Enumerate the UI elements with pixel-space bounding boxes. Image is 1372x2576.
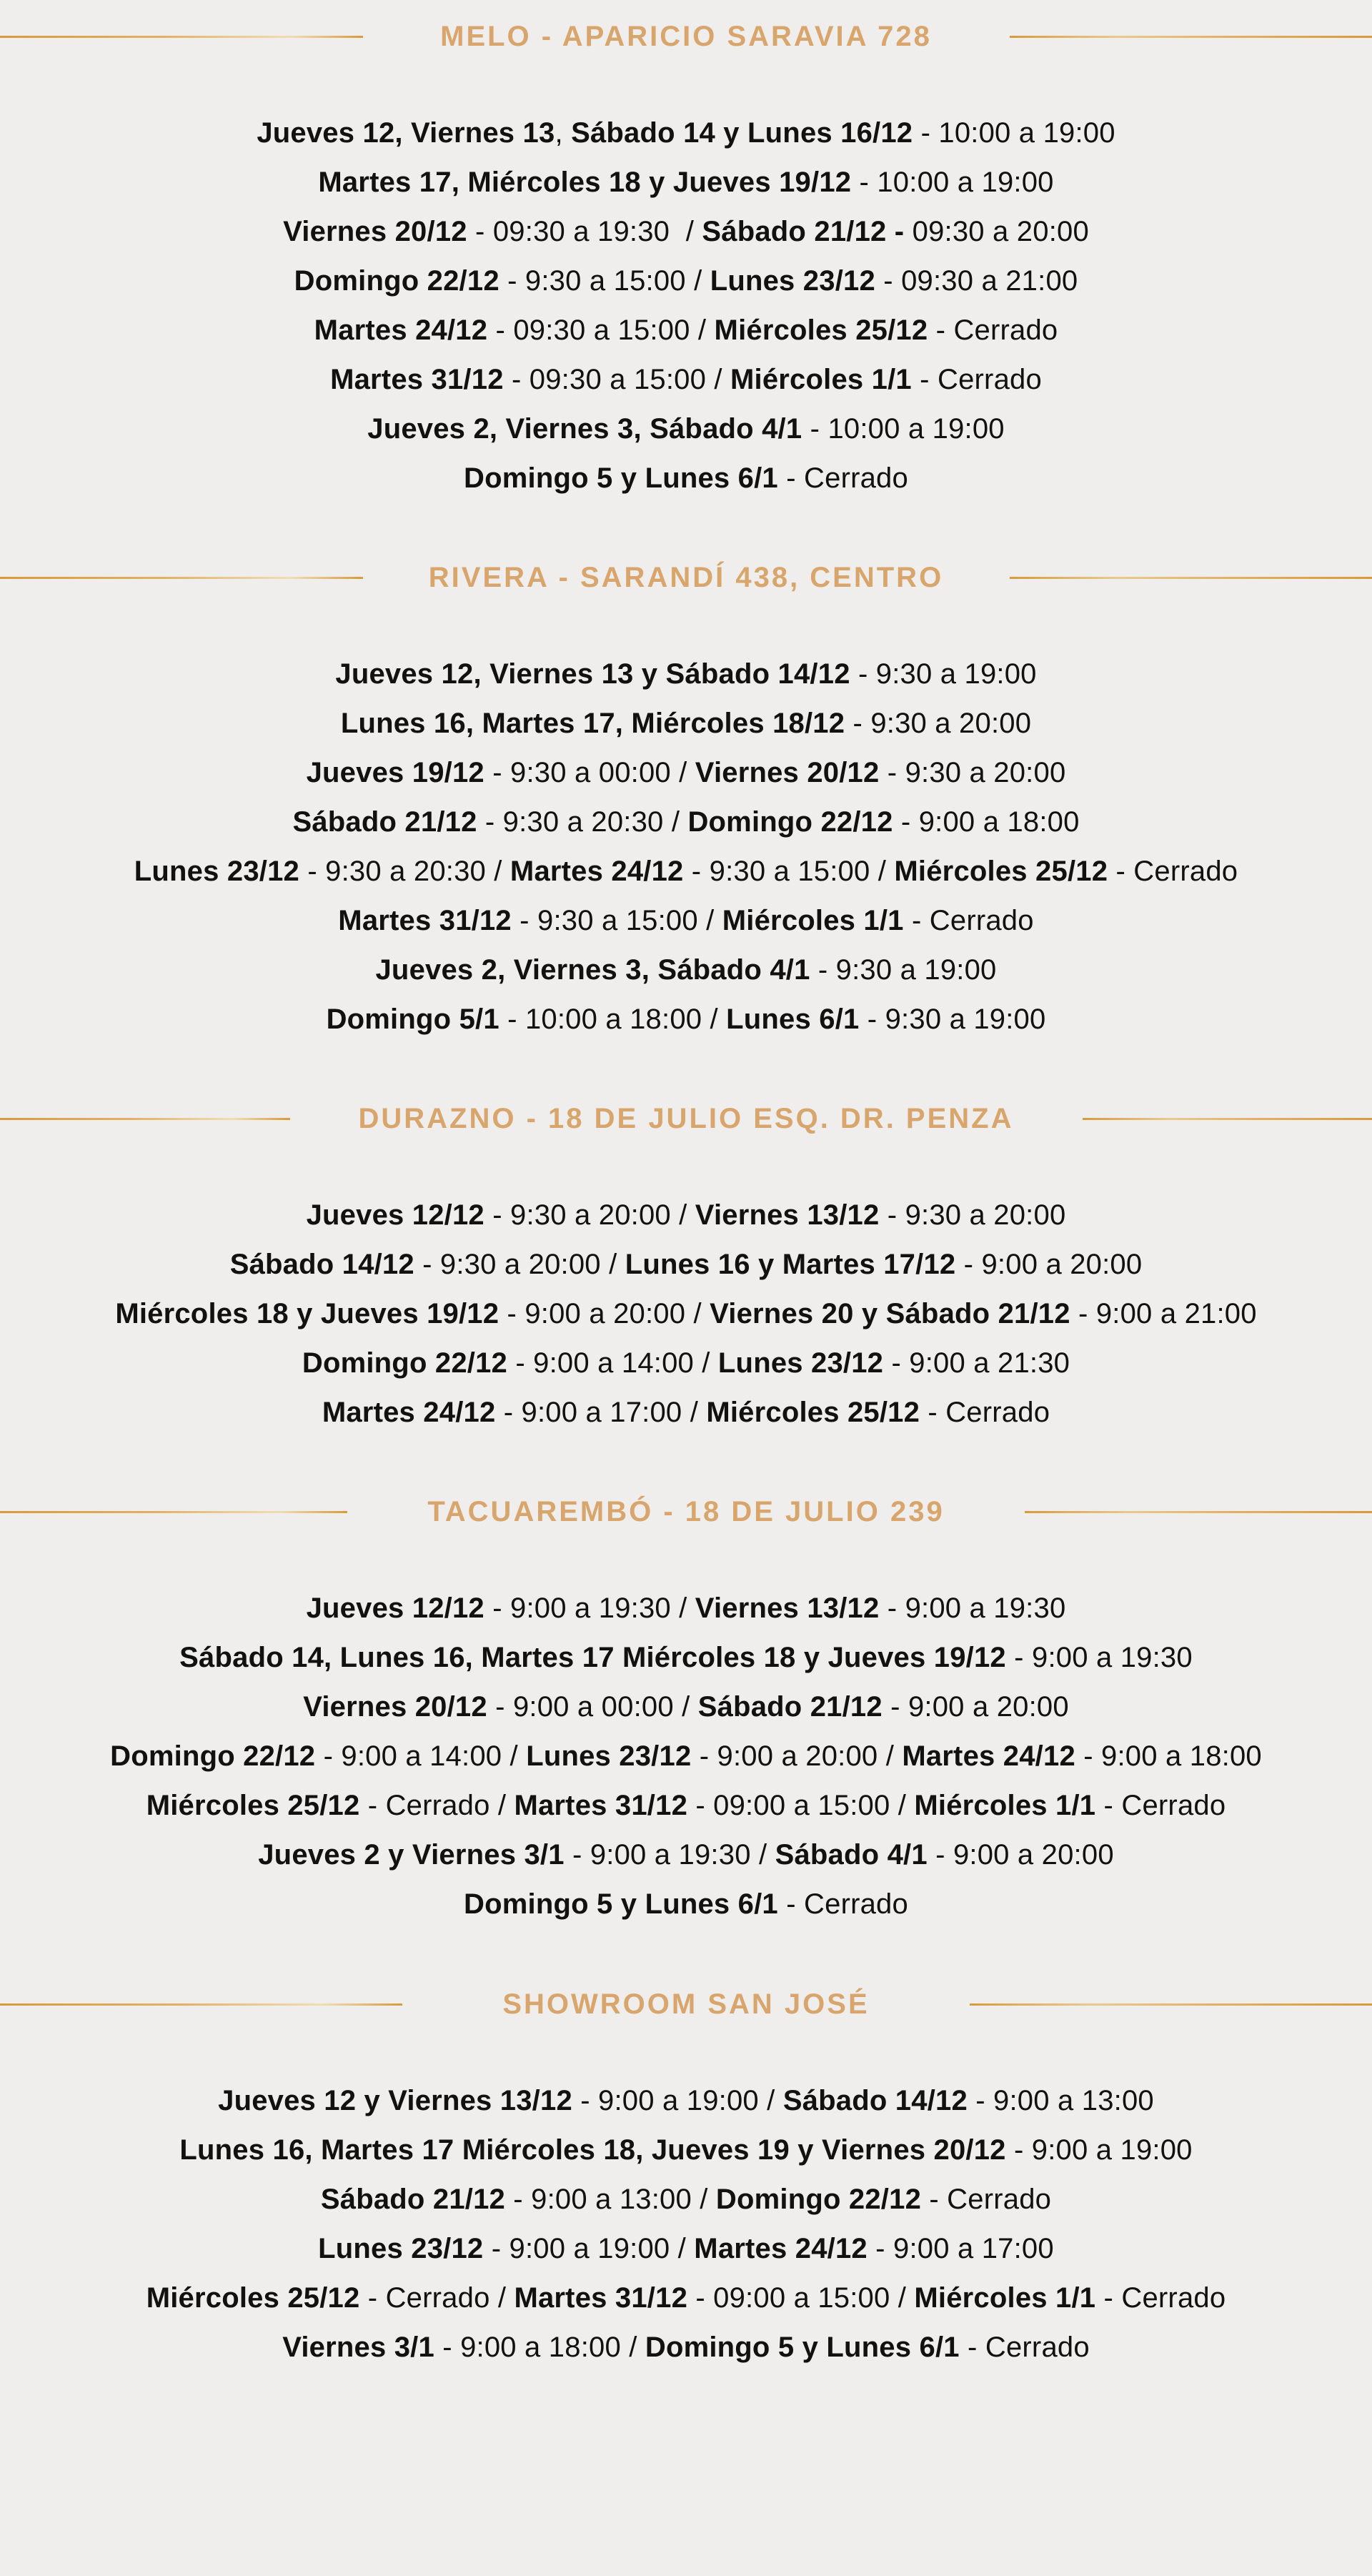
schedule-day-label: Sábado 21/12 bbox=[292, 806, 477, 838]
schedule-day-label: Domingo 22/12 bbox=[294, 265, 499, 297]
schedule-line bbox=[0, 2126, 1372, 2175]
schedule-hours-text: - 9:30 a 19:00 bbox=[810, 954, 997, 986]
schedule-hours-text: 09:30 a 20:00 bbox=[904, 216, 1089, 247]
schedule-line bbox=[0, 355, 1372, 405]
section-header bbox=[0, 11, 1372, 61]
schedule-hours-text: - 9:00 a 19:30 / bbox=[484, 1592, 695, 1624]
schedule-line bbox=[0, 748, 1372, 798]
schedule-day-label: Viernes 20 y Sábado 21/12 bbox=[710, 1298, 1070, 1329]
schedule-day-label: Jueves 12, Viernes 13 bbox=[257, 117, 555, 149]
store-section-durazno bbox=[0, 1094, 1372, 1437]
schedule-line bbox=[0, 1831, 1372, 1880]
schedule-hours-text: - 9:00 a 19:00 / bbox=[483, 2233, 695, 2264]
schedule-day-label: Jueves 2, Viernes 3, Sábado 4/1 bbox=[367, 413, 802, 445]
schedule-hours-text: - 9:30 a 19:00 bbox=[850, 658, 1037, 690]
schedule-day-label: Viernes 20/12 bbox=[283, 216, 467, 247]
schedule-line bbox=[0, 1880, 1372, 1929]
schedule-day-label: Lunes 6/1 bbox=[726, 1004, 860, 1035]
schedule-line bbox=[0, 1781, 1372, 1831]
schedule-hours-text: - 09:30 a 21:00 bbox=[875, 265, 1078, 297]
schedule-day-label: Sábado 4/1 bbox=[775, 1839, 928, 1871]
section-title: TACUAREMBÓ - 18 DE JULIO 239 bbox=[427, 1496, 945, 1527]
schedule-day-label: Lunes 23/12 bbox=[717, 1347, 884, 1379]
schedule-day-label: Viernes 13/12 bbox=[695, 1592, 880, 1624]
schedule-line bbox=[0, 454, 1372, 503]
schedule-hours-text: - 9:30 a 00:00 / bbox=[484, 757, 695, 788]
schedule-hours-text: - 9:00 a 20:00 / bbox=[499, 1298, 710, 1329]
schedule-list bbox=[0, 1584, 1372, 1929]
schedule-hours-text: - Cerrado bbox=[928, 314, 1058, 346]
schedule-day-label: Jueves 12 y Viernes 13/12 bbox=[218, 2085, 572, 2116]
schedule-line bbox=[0, 207, 1372, 257]
schedule-hours-text: - 09:30 a 15:00 / bbox=[503, 364, 730, 395]
schedule-day-label: Sábado 14/12 bbox=[229, 1249, 414, 1280]
schedule-line bbox=[0, 1683, 1372, 1732]
schedule-line bbox=[0, 1191, 1372, 1240]
schedule-line bbox=[0, 1732, 1372, 1781]
schedule-day-label: Viernes 20/12 bbox=[695, 757, 880, 788]
schedule-hours-text: - 9:30 a 20:30 / bbox=[299, 856, 510, 887]
schedule-hours-text: - 9:00 a 13:00 / bbox=[504, 2184, 716, 2215]
schedule-day-label: Domingo 22/12 bbox=[715, 2184, 922, 2215]
schedule-day-label: Domingo 22/12 bbox=[687, 806, 893, 838]
schedule-list bbox=[0, 650, 1372, 1044]
schedule-hours-text: - 9:00 a 17:00 bbox=[867, 2233, 1054, 2264]
schedule-hours-text: - 9:00 a 20:00 bbox=[927, 1839, 1114, 1871]
schedule-hours-text: - Cerrado bbox=[959, 2332, 1090, 2363]
schedule-hours-text: - 9:00 a 18:00 bbox=[1075, 1740, 1262, 1772]
schedule-day-label: Miércoles 18 y Jueves 19/12 bbox=[115, 1298, 499, 1329]
schedule-hours-text: - 9:00 a 19:30 / bbox=[564, 1839, 775, 1871]
schedule-hours-text: - 9:30 a 20:00 / bbox=[414, 1249, 625, 1280]
schedule-hours-text: - 9:00 a 14:00 / bbox=[315, 1740, 527, 1772]
schedule-line bbox=[0, 1289, 1372, 1339]
schedule-hours-text: - Cerrado bbox=[903, 905, 1034, 936]
schedule-day-label: Domingo 22/12 bbox=[110, 1740, 316, 1772]
schedule-line bbox=[0, 995, 1372, 1044]
schedule-day-label: Jueves 2, Viernes 3, Sábado 4/1 bbox=[375, 954, 810, 986]
schedule-day-label: Domingo 5/1 bbox=[326, 1004, 499, 1035]
schedule-line bbox=[0, 1339, 1372, 1388]
schedule-day-label: Martes 24/12 bbox=[902, 1740, 1075, 1772]
schedule-line bbox=[0, 2224, 1372, 2274]
schedule-hours-text: - 9:00 a 19:00 / bbox=[572, 2085, 783, 2116]
schedule-day-label: Lunes 23/12 bbox=[318, 2233, 484, 2264]
schedule-day-label: Martes 31/12 bbox=[338, 905, 512, 936]
schedule-hours-text: - 10:00 a 19:00 bbox=[802, 413, 1005, 445]
schedule-day-label: Lunes 23/12 bbox=[134, 856, 299, 887]
schedule-day-label: Domingo 22/12 bbox=[302, 1347, 507, 1379]
schedule-hours-text: - 9:30 a 20:00 bbox=[879, 757, 1066, 788]
schedule-line bbox=[0, 1240, 1372, 1289]
schedule-hours-text: - Cerrado bbox=[777, 462, 908, 494]
schedule-hours-text: - 9:30 a 20:00 bbox=[845, 708, 1032, 739]
schedule-hours-text: - Cerrado bbox=[921, 2184, 1052, 2215]
schedule-hours-text: - 9:00 a 19:30 bbox=[1005, 1642, 1193, 1673]
schedule-hours-text: - 9:30 a 15:00 / bbox=[683, 856, 895, 887]
schedule-day-label: Sábado 14/12 bbox=[782, 2085, 968, 2116]
schedule-line bbox=[0, 798, 1372, 847]
schedule-day-label: Lunes 23/12 bbox=[710, 265, 875, 297]
section-title: MELO - APARICIO SARAVIA 728 bbox=[440, 21, 932, 52]
schedule-day-label: Sábado 21/12 bbox=[697, 1691, 883, 1723]
schedule-hours-text: - Cerrado / bbox=[359, 1790, 514, 1821]
schedule-day-label: Martes 24/12 bbox=[694, 2233, 868, 2264]
schedule-day-label: Miércoles 1/1 bbox=[730, 364, 912, 395]
schedule-hours-text: - Cerrado bbox=[911, 364, 1042, 395]
section-header bbox=[0, 1979, 1372, 2029]
schedule-day-label: Martes 17, Miércoles 18 y Jueves 19/12 bbox=[318, 167, 852, 198]
schedule-day-label: Sábado 21/12 bbox=[320, 2184, 505, 2215]
schedule-day-label: Miércoles 1/1 bbox=[722, 905, 904, 936]
schedule-hours-text: - 9:30 a 20:00 / bbox=[484, 1199, 695, 1231]
schedule-list bbox=[0, 2076, 1372, 2372]
schedule-hours-text: - 09:30 a 15:00 / bbox=[487, 314, 715, 346]
schedule-hours-text: - 09:30 a 19:30 / bbox=[467, 216, 702, 247]
schedule-day-label: Domingo 5 y Lunes 6/1 bbox=[464, 1888, 778, 1920]
schedule-hours-text: - 9:30 a 15:00 / bbox=[499, 265, 710, 297]
schedule-line bbox=[0, 2323, 1372, 2372]
schedule-day-label: Miércoles 25/12 bbox=[894, 856, 1108, 887]
schedule-day-label: Lunes 23/12 bbox=[526, 1740, 692, 1772]
section-title: DURAZNO - 18 DE JULIO ESQ. DR. PENZA bbox=[358, 1103, 1014, 1134]
schedule-day-label: Martes 24/12 bbox=[322, 1397, 496, 1428]
section-title: SHOWROOM SAN JOSÉ bbox=[502, 1988, 870, 2020]
schedule-day-label: Lunes 16, Martes 17, Miércoles 18/12 bbox=[340, 708, 845, 739]
schedule-hours-text: - 9:30 a 20:00 bbox=[879, 1199, 1066, 1231]
schedule-day-label: Martes 31/12 bbox=[514, 1790, 688, 1821]
schedule-day-label: Lunes 16 y Martes 17/12 bbox=[625, 1249, 956, 1280]
store-section-san-jose bbox=[0, 1979, 1372, 2372]
schedule-line bbox=[0, 2274, 1372, 2323]
schedule-day-label: Sábado 21/12 - bbox=[702, 216, 905, 247]
schedule-hours-text: - 9:00 a 18:00 / bbox=[434, 2332, 645, 2363]
schedule-day-label: Sábado 14 y Lunes 16/12 bbox=[571, 117, 913, 149]
section-header bbox=[0, 1487, 1372, 1537]
schedule-day-label: Viernes 3/1 bbox=[282, 2332, 434, 2363]
schedule-day-label: Viernes 13/12 bbox=[695, 1199, 880, 1231]
schedule-hours-text: - 9:00 a 20:00 bbox=[882, 1691, 1069, 1723]
schedule-hours-text: - 9:00 a 20:00 bbox=[955, 1249, 1143, 1280]
schedule-day-label: Martes 24/12 bbox=[314, 314, 488, 346]
schedule-hours-text: - Cerrado bbox=[1108, 856, 1238, 887]
section-header bbox=[0, 1094, 1372, 1144]
schedule-day-label: Miércoles 25/12 bbox=[146, 1790, 360, 1821]
schedule-line bbox=[0, 2175, 1372, 2224]
schedule-list bbox=[0, 1191, 1372, 1437]
schedule-hours-text: - 9:00 a 14:00 / bbox=[507, 1347, 718, 1379]
schedule-line bbox=[0, 109, 1372, 158]
schedule-line bbox=[0, 1584, 1372, 1633]
schedule-line bbox=[0, 405, 1372, 454]
schedule-day-label: Jueves 2 y Viernes 3/1 bbox=[258, 1839, 565, 1871]
schedule-line bbox=[0, 158, 1372, 207]
schedule-line bbox=[0, 650, 1372, 699]
schedule-line bbox=[0, 946, 1372, 995]
schedule-day-label: Domingo 5 y Lunes 6/1 bbox=[645, 2332, 960, 2363]
section-header bbox=[0, 553, 1372, 603]
schedule-day-label: Lunes 16, Martes 17 Miércoles 18, Jueves 19 y Viernes 20/12 bbox=[179, 2134, 1006, 2166]
schedule-day-label: Miércoles 1/1 bbox=[914, 1790, 1096, 1821]
schedule-day-label: Viernes 20/12 bbox=[303, 1691, 487, 1723]
schedule-hours-text: , bbox=[555, 117, 572, 149]
schedule-hours-text: - Cerrado bbox=[777, 1888, 908, 1920]
schedule-hours-text: - 9:30 a 19:00 bbox=[859, 1004, 1046, 1035]
schedule-hours-text: - Cerrado / bbox=[359, 2282, 514, 2314]
schedule-day-label: Jueves 12, Viernes 13 y Sábado 14/12 bbox=[335, 658, 850, 690]
schedule-line bbox=[0, 896, 1372, 946]
schedule-day-label: Domingo 5 y Lunes 6/1 bbox=[464, 462, 778, 494]
schedule-hours-text: - 9:00 a 19:00 bbox=[1005, 2134, 1193, 2166]
store-section-tacuarembo bbox=[0, 1487, 1372, 1929]
schedule-hours-text: - 9:00 a 00:00 / bbox=[487, 1691, 698, 1723]
store-section-rivera bbox=[0, 553, 1372, 1044]
schedule-hours-text: - 9:00 a 20:00 / bbox=[691, 1740, 903, 1772]
schedule-line bbox=[0, 2076, 1372, 2126]
schedule-day-label: Miércoles 25/12 bbox=[146, 2282, 360, 2314]
schedule-day-label: Martes 24/12 bbox=[509, 856, 684, 887]
schedule-line bbox=[0, 699, 1372, 748]
schedule-hours-text: - Cerrado bbox=[920, 1397, 1050, 1428]
schedule-line bbox=[0, 1388, 1372, 1437]
schedule-line bbox=[0, 257, 1372, 306]
schedule-hours-text: - 9:00 a 13:00 bbox=[967, 2085, 1154, 2116]
schedule-day-label: Jueves 19/12 bbox=[306, 757, 484, 788]
schedule-day-label: Sábado 14, Lunes 16, Martes 17 Miércoles 18 y Jueves 19/12 bbox=[179, 1642, 1006, 1673]
section-title: RIVERA - SARANDÍ 438, CENTRO bbox=[428, 562, 944, 593]
schedule-hours-text: - 9:30 a 20:30 / bbox=[477, 806, 688, 838]
schedule-hours-text: - 9:00 a 19:30 bbox=[879, 1592, 1066, 1624]
schedule-day-label: Miércoles 1/1 bbox=[914, 2282, 1096, 2314]
schedule-hours-text: - Cerrado bbox=[1095, 2282, 1226, 2314]
schedule-day-label: Martes 31/12 bbox=[330, 364, 504, 395]
schedule-day-label: Miércoles 25/12 bbox=[714, 314, 928, 346]
schedule-hours-text: - Cerrado bbox=[1095, 1790, 1226, 1821]
schedule-day-label: Jueves 12/12 bbox=[306, 1199, 484, 1231]
schedule-day-label: Miércoles 25/12 bbox=[706, 1397, 920, 1428]
schedule-hours-text: - 9:00 a 17:00 / bbox=[495, 1397, 707, 1428]
schedule-hours-text: - 09:00 a 15:00 / bbox=[687, 1790, 915, 1821]
schedule-hours-text: - 10:00 a 18:00 / bbox=[499, 1004, 727, 1035]
schedule-hours-text: - 10:00 a 19:00 bbox=[913, 117, 1115, 149]
schedule-hours-text: - 9:00 a 21:30 bbox=[883, 1347, 1070, 1379]
schedule-line bbox=[0, 847, 1372, 896]
schedule-hours-text: - 9:00 a 18:00 bbox=[893, 806, 1080, 838]
schedule-line bbox=[0, 306, 1372, 355]
schedule-hours-text: - 10:00 a 19:00 bbox=[851, 167, 1054, 198]
schedule-line bbox=[0, 1633, 1372, 1683]
store-section-melo bbox=[0, 11, 1372, 503]
schedule-hours-text: - 9:30 a 15:00 / bbox=[511, 905, 722, 936]
schedule-list bbox=[0, 109, 1372, 503]
schedule-hours-text: - 9:00 a 21:00 bbox=[1070, 1298, 1257, 1329]
schedule-day-label: Martes 31/12 bbox=[514, 2282, 688, 2314]
schedule-hours-text: - 09:00 a 15:00 / bbox=[687, 2282, 915, 2314]
schedule-day-label: Jueves 12/12 bbox=[306, 1592, 484, 1624]
